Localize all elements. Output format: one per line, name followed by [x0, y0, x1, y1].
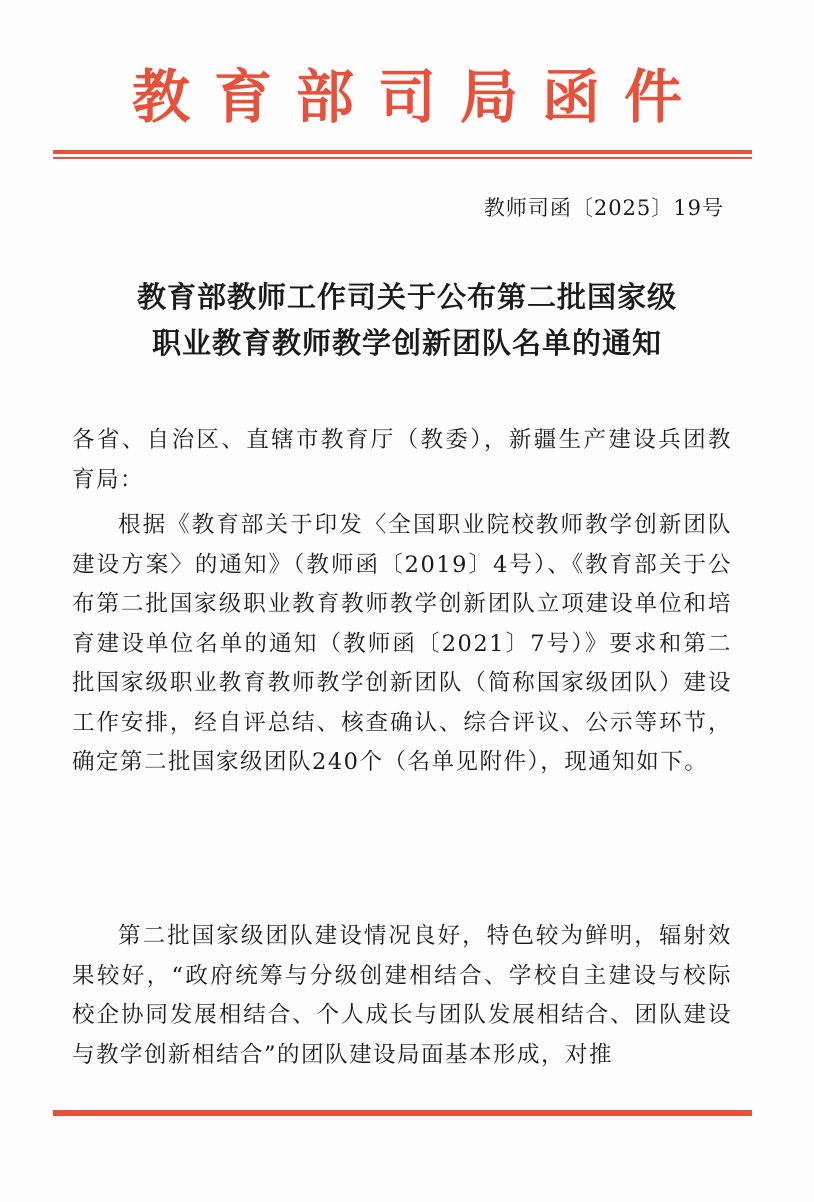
- header-divider: [53, 150, 752, 159]
- title-line-1: 教育部教师工作司关于公布第二批国家级: [136, 280, 677, 314]
- header-divider-thin: [53, 157, 752, 159]
- footer-divider: [53, 1107, 752, 1116]
- title-line-2: 职业教育教师教学创新团队名单的通知: [151, 326, 662, 360]
- paragraph-1: 根据《教育部关于印发〈全国职业院校教师教学创新团队建设方案〉的通知》（教师函〔2019〕4号）、《教育部关于公布第二批国家级职业教育教师教学创新团队立项建设单位和培育建设单位名单的通知（教师函〔2021〕7号）》要求和第二批国家级职业教育教师教学创新团队（简称国家级团队）建设工作安排，经自评总结、核查确认、综合评议、公示等环节，确定第二批国家级团队240个（名单见附件），现通知如下。: [72, 512, 732, 775]
- header-divider-thick: [53, 150, 752, 154]
- masthead: 教育部司局函件: [131, 63, 706, 131]
- document-title: [60, 274, 754, 366]
- paragraph-2: 第二批国家级团队建设情况良好，特色较为鲜明，辐射效果较好，“政府统筹与分级创建相结合、学校自主建设与校际校企协同发展相结合、个人成长与团队发展相结合、团队建设与教学创新相结合”的团队建设局面基本形成，对推: [72, 923, 732, 1068]
- salutation: 各省、自治区、直辖市教育厅（教委），新疆生产建设兵团教育局：: [72, 427, 732, 493]
- footer-divider-thick: [53, 1112, 752, 1116]
- document-number: 教师司函〔2025〕19号: [483, 196, 724, 220]
